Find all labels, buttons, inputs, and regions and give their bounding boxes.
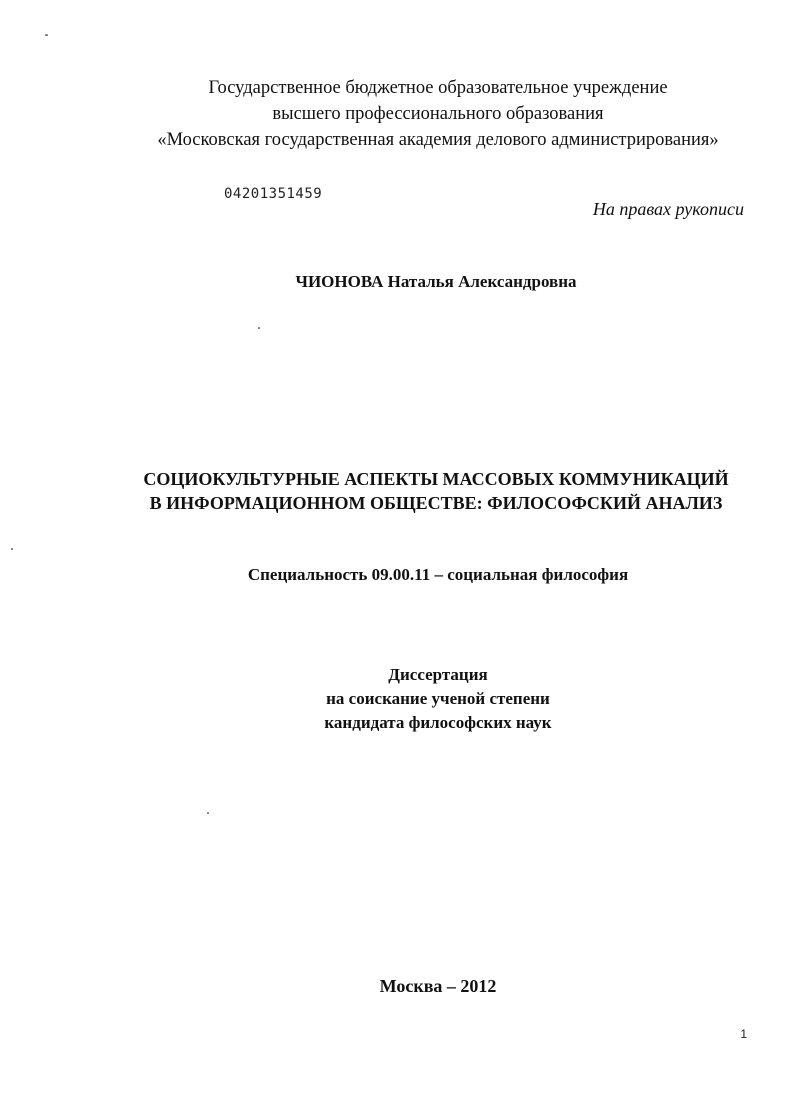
title-line: СОЦИОКУЛЬТУРНЫЕ АСПЕКТЫ МАССОВЫХ КОММУНИКАЦИЙ <box>143 469 729 489</box>
city-year: Москва – 2012 <box>379 976 497 996</box>
archive-number: 04201351459 <box>224 186 323 202</box>
scan-speck <box>207 812 209 814</box>
scan-speck <box>11 548 13 550</box>
degree-line: на соискание ученой степени <box>326 689 550 708</box>
institution-header <box>40 75 796 153</box>
degree-line: Диссертация <box>388 665 488 684</box>
degree-line: кандидата философских наук <box>324 713 552 732</box>
page-number: 1 <box>740 1027 747 1041</box>
scan-speck <box>45 34 48 36</box>
institution-line: Государственное бюджетное образовательное учреждение <box>208 78 668 98</box>
dissertation-title <box>38 467 796 515</box>
manuscript-note: На правах рукописи <box>592 199 744 219</box>
degree-statement <box>40 663 796 735</box>
institution-line: высшего профессионального образования <box>272 104 604 124</box>
scan-speck <box>258 327 260 329</box>
title-line: В ИНФОРМАЦИОННОМ ОБЩЕСТВЕ: ФИЛОСОФСКИЙ АНАЛИЗ <box>149 493 723 513</box>
author-name: ЧИОНОВА Наталья Александровна <box>295 272 577 291</box>
institution-line: «Московская государственная академия делового администрирования» <box>157 130 719 150</box>
specialty: Специальность 09.00.11 – социальная философия <box>247 565 629 584</box>
